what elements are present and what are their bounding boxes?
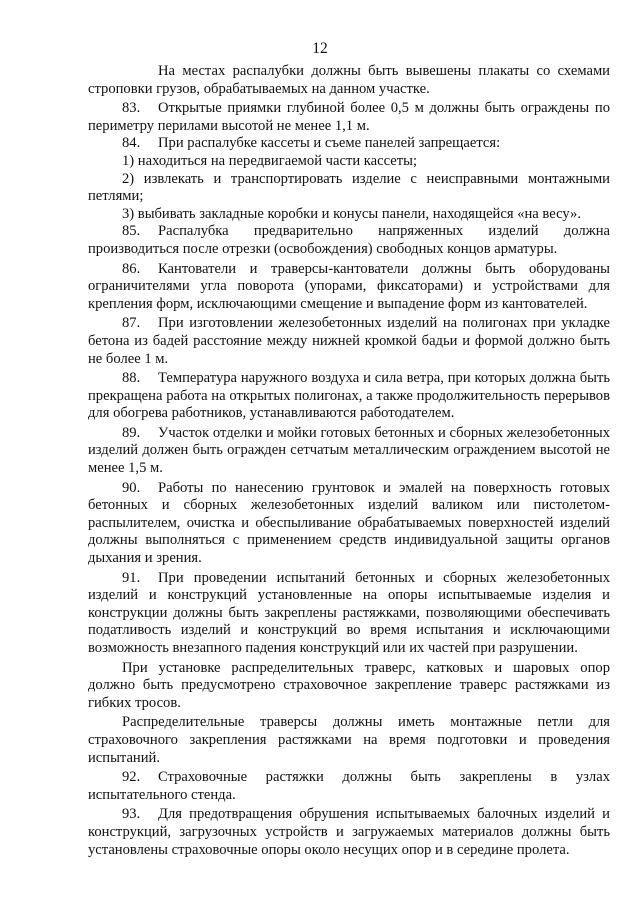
paragraph-text: 2) извлекать и транспортировать изделие с неисправными монтажными петлями; <box>88 170 610 205</box>
paragraph-number: 83. <box>122 100 141 117</box>
paragraph-text: 1) находиться на передвигаемой части кассеты; <box>122 152 418 169</box>
paragraph-number: 84. <box>122 135 141 152</box>
paragraph-text: Работы по нанесению грунтовок и эмалей на поверхность готовых бетонных и сборных железобетонных изделий валиком или пистолетом-распылителем, очистка и обеспыливание обрабатываемых поверхностей изделий должны выполняться с применением средств индивидуальной защиты органов дыхания и зрения. <box>88 479 610 567</box>
paragraph-number: 87. <box>122 315 141 332</box>
paragraph <box>88 660 610 713</box>
list-item <box>88 153 610 171</box>
paragraph-84 <box>88 135 610 153</box>
paragraph <box>88 714 610 767</box>
paragraph-number: 89. <box>122 424 141 441</box>
paragraph-number: 88. <box>122 370 141 387</box>
paragraph-text: Для предотвращения обрушения испытываемых балочных изделий и конструкций, загрузочных устройств и загружаемых материалов должны быть установлены страховочные опоры около несущих опор и в середине пролета. <box>88 806 610 858</box>
paragraph-text: Участок отделки и мойки готовых бетонных и сборных железобетонных изделий должен быть огражден сетчатым металлическим ограждением высотой не менее 1,5 м. <box>88 424 610 477</box>
paragraph-text: Кантователи и траверсы-кантователи должны быть оборудованы ограничителями угла поворота (упорами, фиксаторами) и устройствами для крепления форм, исключающими смещение и выпадение форм из кантователей. <box>88 260 610 312</box>
paragraph-text: Температура наружного воздуха и сила ветра, при которых должна быть прекращена работа на открытых полигонах, а также продолжительность перерывов для обогрева работников, устанавливаются работодателем. <box>88 370 610 422</box>
paragraph-text: Распалубка предварительно напряженных изделий должна производиться после отрезки (освобождения) свободных концов арматуры. <box>88 223 610 257</box>
paragraph-text: На местах распалубки должны быть вывешены плакаты со схемами строповки грузов, обрабатываемых на данном участке. <box>88 63 610 97</box>
paragraph-number: 86. <box>122 260 141 277</box>
paragraph-text: 3) выбивать закладные коробки и конусы панели, находящейся «на весу». <box>122 205 581 222</box>
list-item <box>88 171 610 206</box>
paragraph-number: 85. <box>122 223 141 240</box>
paragraph-91 <box>88 570 610 658</box>
paragraph-number: 92. <box>122 769 141 786</box>
paragraph-89 <box>88 425 610 478</box>
paragraph-text: При проведении испытаний бетонных и сборных железобетонных изделий и конструкций установленные на опоры испытываемые изделия и конструкции должны быть закреплены растяжками, позволяющими обеспечивать податливость изделий и конструкций во время испытания и исключающими возможность внезапного падения конструкций или их частей при разрушении. <box>88 569 610 656</box>
page-number: 12 <box>312 40 328 57</box>
paragraph-88 <box>88 370 610 423</box>
paragraph-number: 90. <box>122 479 141 496</box>
paragraph-92 <box>88 769 610 804</box>
paragraph-text: Распределительные траверсы должны иметь монтажные петли для страховочного закрепления растяжками на время подготовки и проведения испытаний. <box>88 714 610 766</box>
paragraph-number: 91. <box>122 569 141 586</box>
paragraph-93 <box>88 806 610 859</box>
paragraph-83 <box>88 100 610 135</box>
paragraph-text: Открытые приямки глубиной более 0,5 м должны быть ограждены по периметру перилами высотой не менее 1,1 м. <box>88 100 610 134</box>
paragraph-85 <box>88 223 610 258</box>
paragraph-87 <box>88 315 610 368</box>
paragraph-90 <box>88 480 610 568</box>
paragraph-text: При распалубке кассеты и съеме панелей запрещается: <box>158 135 501 152</box>
paragraph-text: При изготовлении железобетонных изделий на полигонах при укладке бетона из бадей расстояние между нижней кромкой бадьи и формой должно быть не более 1 м. <box>88 315 610 367</box>
paragraph-text: При установке распределительных траверс, катковых и шаровых опор должно быть предусмотрено страховочное закрепление траверс растяжками из гибких тросов. <box>88 659 610 711</box>
paragraph-number: 93. <box>122 806 141 823</box>
list-item <box>88 206 610 224</box>
paragraph <box>88 63 610 98</box>
document-body <box>88 63 610 859</box>
paragraph-text: Страховочные растяжки должны быть закреплены в узлах испытательного стенда. <box>88 769 610 803</box>
paragraph-86 <box>88 261 610 314</box>
